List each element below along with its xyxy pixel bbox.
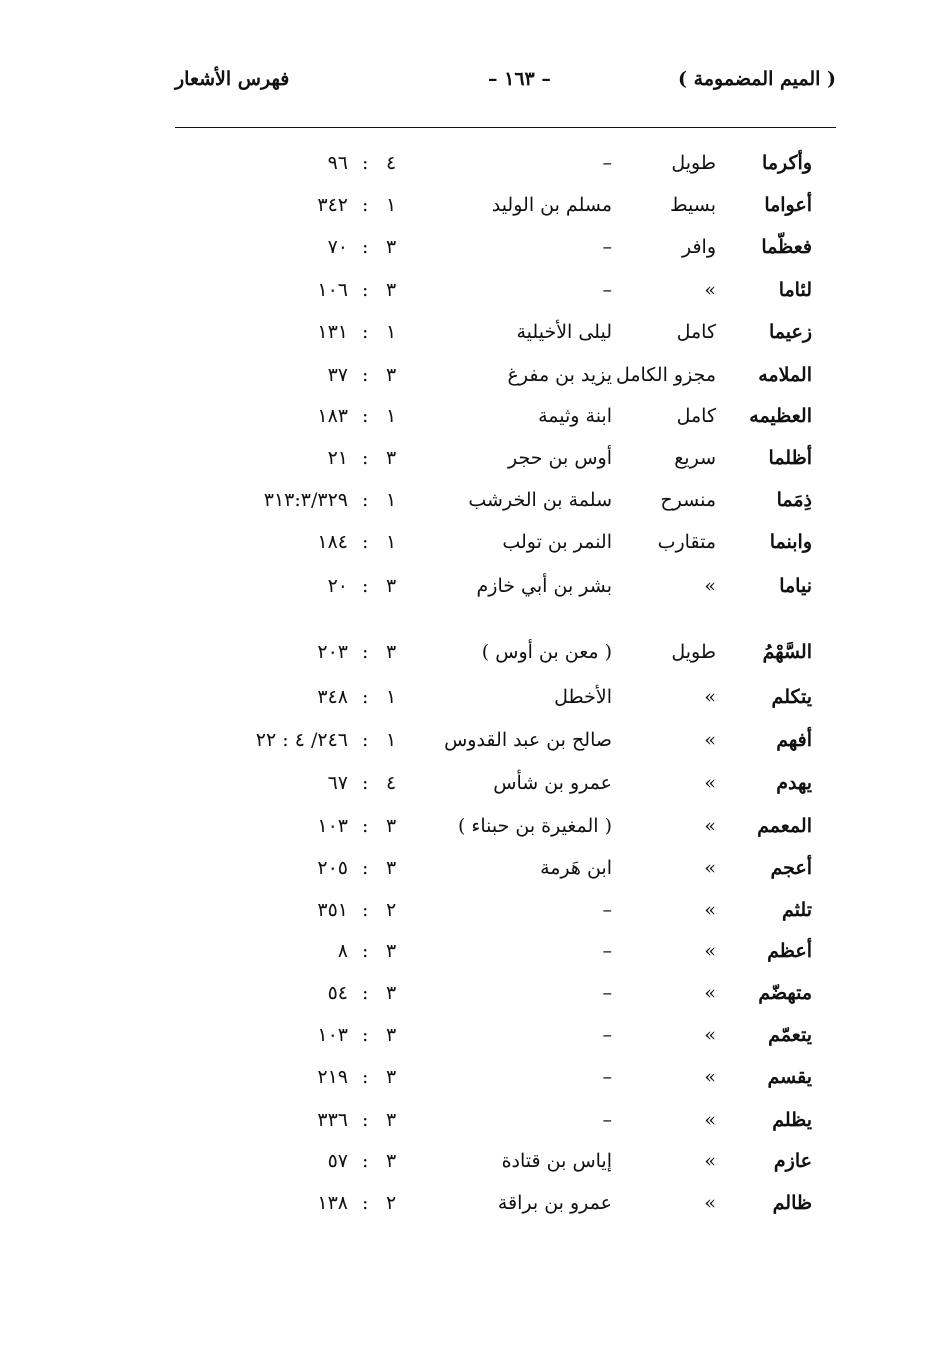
poet-cell: النمر بن تولب <box>502 531 612 553</box>
index-row <box>0 772 952 810</box>
page-ref-cell: ٢١٩ <box>317 1066 348 1088</box>
meter-cell: طويل <box>671 641 716 663</box>
separator-colon: : <box>362 686 369 708</box>
volume-cell: ٣ <box>386 641 397 663</box>
page-ref-cell: ٥٧ <box>327 1150 348 1172</box>
index-row <box>0 1024 952 1062</box>
separator-colon: : <box>362 405 369 427</box>
volume-cell: ٣ <box>386 279 397 301</box>
volume-cell: ٣ <box>386 236 397 258</box>
poet-cell: – <box>602 236 612 258</box>
rhyme-cell: أعظم <box>767 940 812 962</box>
rhyme-cell: أظلما <box>768 447 812 469</box>
volume-cell: ٣ <box>386 940 397 962</box>
volume-cell: ٤ <box>386 152 397 174</box>
rhyme-cell: أفهم <box>776 729 812 751</box>
index-row <box>0 899 952 937</box>
page-ref-cell: ١٨٣ <box>317 405 348 427</box>
poet-cell: – <box>602 1066 612 1088</box>
meter-cell: بسيط <box>669 194 716 216</box>
volume-cell: ١ <box>386 686 397 708</box>
meter-cell: كامل <box>676 405 716 427</box>
separator-colon: : <box>362 194 369 216</box>
header-rule <box>175 127 836 128</box>
page-ref-cell: ١٠٣ <box>317 815 348 837</box>
poet-cell: الأخطل <box>554 686 612 708</box>
volume-cell: ٣ <box>386 1109 397 1131</box>
page-ref-cell: ٣٤٢ <box>317 194 348 216</box>
meter-cell: » <box>704 899 716 921</box>
rhyme-cell: فعظّما <box>761 236 812 258</box>
meter-cell: » <box>704 857 716 879</box>
page-ref-cell: ٦٧ <box>327 772 348 794</box>
separator-colon: : <box>362 1066 369 1088</box>
separator-colon: : <box>362 772 369 794</box>
index-row <box>0 447 952 485</box>
page-ref-cell: ٢١ <box>327 447 348 469</box>
poet-cell: ( معن بن أوس ) <box>481 641 612 663</box>
page-ref-cell: ٢٠ <box>327 575 348 597</box>
separator-colon: : <box>362 279 369 301</box>
meter-cell: » <box>704 1150 716 1172</box>
index-row <box>0 531 952 569</box>
page-ref-cell: ٣٣٦ <box>317 1109 348 1131</box>
meter-cell: » <box>704 772 716 794</box>
index-row <box>0 982 952 1020</box>
meter-cell: كامل <box>676 321 716 343</box>
index-row <box>0 364 952 402</box>
poet-cell: أوس بن حجر <box>508 447 612 469</box>
page-ref-cell: ١٣٨ <box>317 1192 348 1214</box>
page-ref-cell: ٣٥١ <box>317 899 348 921</box>
separator-colon: : <box>362 815 369 837</box>
index-row <box>0 1192 952 1230</box>
page-ref-cell: ١٠٦ <box>317 279 348 301</box>
section-title: ( الميم المضمومة ) <box>678 68 836 90</box>
poet-cell: عمرو بن براقة <box>497 1192 612 1214</box>
separator-colon: : <box>362 152 369 174</box>
page-ref-cell: ٢٤٦/ ٤ : ٢٢ <box>255 729 348 751</box>
volume-cell: ١ <box>386 489 397 511</box>
rhyme-cell: نياما <box>779 575 812 597</box>
meter-cell: » <box>704 1192 716 1214</box>
separator-colon: : <box>362 1150 369 1172</box>
page-ref-cell: ١٣١ <box>317 321 348 343</box>
meter-cell: » <box>704 815 716 837</box>
rhyme-cell: أعواما <box>764 194 812 216</box>
rhyme-cell: يقسم <box>767 1066 812 1088</box>
page-ref-cell: ١٠٣ <box>317 1024 348 1046</box>
separator-colon: : <box>362 641 369 663</box>
poet-cell: مسلم بن الوليد <box>491 194 612 216</box>
volume-cell: ٣ <box>386 815 397 837</box>
volume-cell: ٣ <box>386 447 397 469</box>
index-row <box>0 236 952 274</box>
rhyme-cell: الملامه <box>758 364 812 386</box>
separator-colon: : <box>362 321 369 343</box>
meter-cell: متقارب <box>657 531 716 553</box>
index-title: فهرس الأشعار <box>175 68 290 90</box>
rhyme-cell: يتكلم <box>771 686 812 708</box>
page-ref-cell: ٥٤ <box>327 982 348 1004</box>
index-row <box>0 152 952 190</box>
rhyme-cell: تلثم <box>782 899 812 921</box>
rhyme-cell: ظالم <box>772 1192 812 1214</box>
volume-cell: ٣ <box>386 1150 397 1172</box>
index-row <box>0 729 952 767</box>
meter-cell: طويل <box>671 152 716 174</box>
page-header <box>0 68 952 102</box>
poet-cell: ليلى الأخيلية <box>516 321 612 343</box>
poet-cell: – <box>602 1024 612 1046</box>
rhyme-cell: لئاما <box>778 279 812 301</box>
page-ref-cell: ٢٠٣ <box>317 641 348 663</box>
poet-cell: – <box>602 279 612 301</box>
index-row <box>0 321 952 359</box>
index-row <box>0 1150 952 1188</box>
separator-colon: : <box>362 575 369 597</box>
poet-cell: – <box>602 1109 612 1131</box>
poet-cell: بشر بن أبي خازم <box>476 575 612 597</box>
meter-cell: » <box>704 575 716 597</box>
meter-cell: » <box>704 1066 716 1088</box>
volume-cell: ١ <box>386 405 397 427</box>
poet-cell: ( المغيرة بن حبناء ) <box>457 815 612 837</box>
volume-cell: ١ <box>386 531 397 553</box>
volume-cell: ٣ <box>386 575 397 597</box>
poet-cell: يزيد بن مفرغ <box>507 364 612 386</box>
volume-cell: ٢ <box>386 899 397 921</box>
index-row <box>0 940 952 978</box>
rhyme-cell: متهضّم <box>758 982 812 1004</box>
separator-colon: : <box>362 940 369 962</box>
page-ref-cell: ٧٠ <box>327 236 348 258</box>
rhyme-cell: السَّهْمُ <box>762 641 812 663</box>
index-row <box>0 279 952 317</box>
separator-colon: : <box>362 236 369 258</box>
volume-cell: ١ <box>386 729 397 751</box>
poet-cell: – <box>602 982 612 1004</box>
meter-cell: وافر <box>681 236 716 258</box>
index-row <box>0 1109 952 1147</box>
volume-cell: ٣ <box>386 982 397 1004</box>
meter-cell: سريع <box>674 447 716 469</box>
poet-cell: إياس بن قتادة <box>501 1150 612 1172</box>
separator-colon: : <box>362 531 369 553</box>
meter-cell: » <box>704 1109 716 1131</box>
separator-colon: : <box>362 489 369 511</box>
volume-cell: ١ <box>386 194 397 216</box>
meter-cell: مجزو الكامل <box>615 364 716 386</box>
index-row <box>0 194 952 232</box>
rhyme-cell: أعجم <box>770 857 812 879</box>
separator-colon: : <box>362 899 369 921</box>
volume-cell: ١ <box>386 321 397 343</box>
meter-cell: » <box>704 729 716 751</box>
volume-cell: ٣ <box>386 1024 397 1046</box>
separator-colon: : <box>362 729 369 751</box>
volume-cell: ٣ <box>386 1066 397 1088</box>
rhyme-cell: يهدم <box>776 772 812 794</box>
poet-cell: – <box>602 940 612 962</box>
separator-colon: : <box>362 1192 369 1214</box>
index-row <box>0 405 952 443</box>
poet-cell: – <box>602 899 612 921</box>
rhyme-cell: العظيمه <box>749 405 812 427</box>
index-row <box>0 815 952 853</box>
meter-cell: » <box>704 1024 716 1046</box>
index-row <box>0 686 952 724</box>
meter-cell: » <box>704 279 716 301</box>
page-ref-cell: ١٨٤ <box>317 531 348 553</box>
rhyme-cell: ذِمَما <box>776 489 812 511</box>
index-row <box>0 857 952 895</box>
rhyme-cell: يظلم <box>772 1109 812 1131</box>
index-row <box>0 641 952 679</box>
volume-cell: ٣ <box>386 857 397 879</box>
rhyme-cell: زعيما <box>768 321 812 343</box>
separator-colon: : <box>362 1024 369 1046</box>
page-ref-cell: ٢٠٥ <box>317 857 348 879</box>
page-number: – ١٦٣ – <box>488 68 551 90</box>
page-ref-cell: ٣١٣:٣/٣٢٩ <box>263 489 348 511</box>
meter-cell: » <box>704 940 716 962</box>
volume-cell: ٤ <box>386 772 397 794</box>
separator-colon: : <box>362 364 369 386</box>
separator-colon: : <box>362 982 369 1004</box>
meter-cell: منسرح <box>660 489 716 511</box>
page-ref-cell: ٣٤٨ <box>317 686 348 708</box>
separator-colon: : <box>362 1109 369 1131</box>
poet-cell: صالح بن عبد القدوس <box>444 729 612 751</box>
page-ref-cell: ٣٧ <box>327 364 348 386</box>
separator-colon: : <box>362 857 369 879</box>
poet-cell: عمرو بن شأس <box>493 772 612 794</box>
volume-cell: ٢ <box>386 1192 397 1214</box>
rhyme-cell: وأكرما <box>762 152 812 174</box>
poet-cell: ابنة وثيمة <box>538 405 612 427</box>
separator-colon: : <box>362 447 369 469</box>
index-row <box>0 489 952 527</box>
page-ref-cell: ٩٦ <box>327 152 348 174</box>
rhyme-cell: وابنما <box>769 531 812 553</box>
meter-cell: » <box>704 982 716 1004</box>
volume-cell: ٣ <box>386 364 397 386</box>
index-row <box>0 1066 952 1104</box>
page-ref-cell: ٨ <box>337 940 348 962</box>
poet-cell: ابن هَرمة <box>540 857 612 879</box>
index-row <box>0 575 952 613</box>
poet-cell: – <box>602 152 612 174</box>
meter-cell: » <box>704 686 716 708</box>
rhyme-cell: عازم <box>773 1150 812 1172</box>
rhyme-cell: المعمم <box>757 815 812 837</box>
poet-cell: سلمة بن الخرشب <box>468 489 612 511</box>
rhyme-cell: يتعمّم <box>768 1024 812 1046</box>
